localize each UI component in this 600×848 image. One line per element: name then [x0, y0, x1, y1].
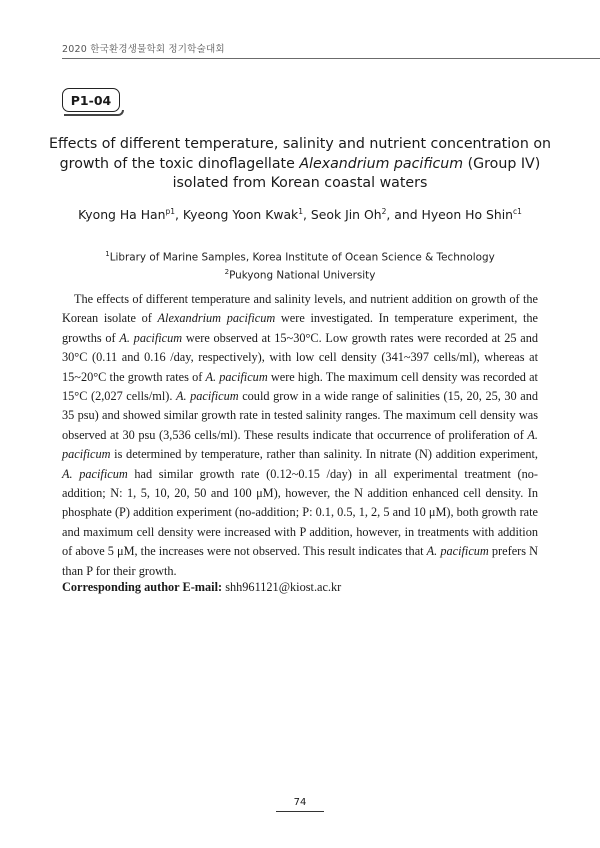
author-sep: , and: [386, 207, 422, 223]
affiliation-sup: 1: [105, 250, 110, 258]
abstract-text: were observed at 15~30°C. Low growth rates were recorded at 25 and 30°C (0.11 and 0.16 /day, respectively), with low cell density (341~397 cells/ml), whereas at 15~20°C the growth rates of: [62, 330, 538, 384]
author-sup: 1: [298, 207, 304, 216]
abstract-text: were investigated. In temperature experiment, the growths of: [62, 311, 538, 345]
abstract-text: The effects of different temperature and salinity levels, and nutrient addition on growth of the Korean isolate of: [62, 292, 538, 326]
corresponding-email: shh961121@kiost.ac.kr: [225, 580, 342, 594]
abstract-text: had similar growth rate (0.12~0.15 /day) in all experimental treatment (no-addition; N: 1, 5, 10, 20, 50 and 100 μM), however, the N addition enhanced cell density. In phosphate (P) addition experiment (no-addition; P: 0.1, 0.5, 1, 2, 5 and 10 μM), both growth rate and maximum cell density were increased with P addition, however, in treatments with addition of above 5 μM, the increases were not observed. This result indicates that: [62, 466, 538, 559]
corresponding-label: Corresponding author E-mail:: [62, 580, 223, 594]
author-name: Kyeong Yoon Kwak: [182, 207, 299, 223]
species-name: A. pacificum: [205, 369, 268, 384]
poster-id-badge: P1-04: [62, 88, 120, 112]
affiliation-2: [40, 265, 560, 283]
affiliation-text: Pukyong National University: [229, 269, 376, 282]
species-name: A. pacificum: [175, 389, 239, 404]
species-name: A. pacificum: [426, 544, 489, 559]
title-line-2-pre: growth of the toxic dinoflagellate: [59, 155, 300, 172]
abstract-text: is determined by temperature, rather than salinity. In nitrate (N) addition experiment,: [110, 447, 538, 462]
author-name: Kyong Ha Han: [78, 207, 166, 223]
affiliation-sup: 2: [224, 268, 230, 277]
abstract-text: prefers N than P for their growth.: [62, 544, 539, 578]
title-line-2-post: (Group IV): [463, 155, 541, 172]
affiliation-1: [40, 247, 560, 265]
title-species: Alexandrium pacificum: [299, 155, 464, 172]
paper-title: [40, 135, 560, 194]
species-name: A. pacificum: [119, 330, 183, 345]
author-name: Hyeon Ho Shin: [421, 207, 514, 223]
author-list: [40, 207, 560, 222]
title-line-3: isolated from Korean coastal waters: [172, 175, 428, 191]
affiliation-text: Library of Marine Samples, Korea Institute of Ocean Science & Technology: [109, 251, 495, 264]
author-sup: p1: [165, 207, 176, 216]
author-sup: c1: [513, 207, 522, 216]
species-name: Alexandrium pacificum: [157, 311, 276, 326]
corresponding-author: [62, 580, 341, 595]
abstract-body: [62, 290, 538, 581]
header-divider: [62, 58, 600, 59]
abstract-text: could grow in a wide range of salinities (15, 20, 25, 30 and 35 psu) and showed similar growth rate in tested salinity ranges. The maximum cell density was observed at 30 psu (3,536 cells/ml). These results indicate that occurrence of proliferation of: [62, 389, 538, 442]
author-name: Seok Jin Oh: [310, 207, 382, 223]
author-sup: 2: [381, 207, 387, 216]
conference-header: 2020 한국환경생물학회 정기학술대회: [62, 44, 225, 55]
species-name: A. pacificum: [62, 427, 538, 462]
badge-shadow: [64, 110, 124, 116]
page-number-rule: [276, 811, 324, 812]
title-line-1: Effects of different temperature, salinity and nutrient concentration on: [48, 136, 551, 152]
author-sep: ,: [303, 207, 311, 223]
species-name: A. pacificum: [62, 466, 128, 481]
page-number: 74: [293, 797, 307, 808]
affiliations: [40, 247, 560, 284]
abstract-text: were high. The maximum cell density was recorded at 15°C (2,027 cells/ml).: [62, 369, 538, 404]
author-sep: ,: [175, 207, 183, 223]
